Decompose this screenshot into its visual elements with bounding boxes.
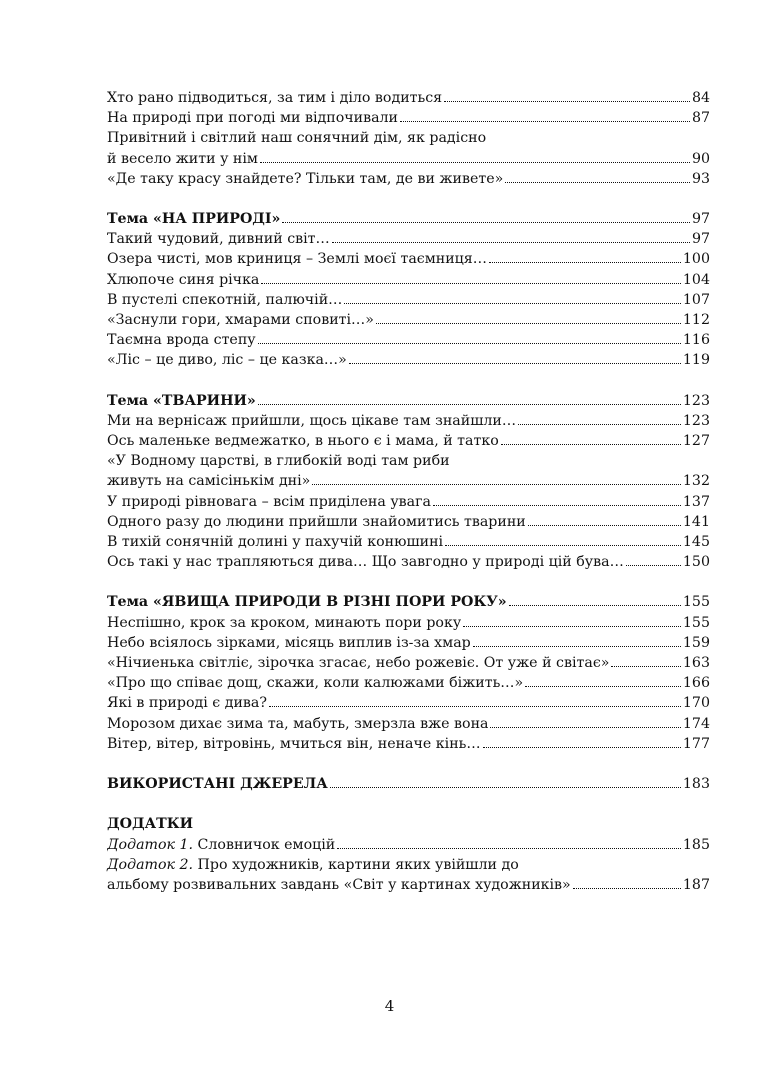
toc-entry[interactable] [107, 149, 710, 169]
toc-entry-page: 100 [682, 251, 710, 268]
leader-dots [332, 242, 690, 243]
toc-entry[interactable] [107, 613, 710, 633]
toc-entry-title: Таємна врода степу [107, 332, 256, 349]
toc-entry[interactable] [107, 512, 710, 532]
toc-entry-title: Які в природі є дива? [107, 695, 267, 712]
leader-dots [525, 686, 681, 687]
toc-entry-title: Небо всіялось зірками, місяць виплив із-за хмар [107, 634, 471, 651]
toc-entry-page: 155 [682, 614, 710, 631]
toc-entry-title: «Заснули гори, хмарами сповиті…» [107, 312, 374, 329]
toc-entry-page: 174 [682, 715, 710, 732]
toc-entry[interactable] [107, 88, 710, 108]
toc-entry-page: 97 [691, 231, 710, 248]
toc-entry-title-line1: Привітний і світлий наш сонячний дім, як радісно [107, 130, 487, 147]
leader-dots [611, 666, 680, 667]
toc-entry-page: 166 [682, 675, 710, 692]
toc-entry-title: «Нічиенька світліє, зірочка згасає, небо рожевіє. От уже й світає» [107, 655, 610, 672]
toc-entry-title: Такий чудовий, дивний світ… [107, 231, 330, 248]
leader-dots [330, 787, 681, 788]
leader-dots [489, 262, 681, 263]
toc-entry-title: Ми на вернісаж прийшли, щось цікаве там знайшли… [107, 412, 517, 429]
toc-section-seasons[interactable] [107, 592, 710, 612]
toc-entry[interactable] [107, 411, 710, 431]
toc-entry-title: Хлюпоче синя річка [107, 271, 260, 288]
section-page: 123 [682, 392, 710, 409]
leader-dots [445, 545, 681, 546]
toc-entry-title-line1: «У Водному царстві, в глибокій воді там риби [107, 453, 450, 470]
toc-entry-page: 170 [682, 695, 710, 712]
toc-entry-page: 87 [691, 110, 710, 127]
appendix-label: Додаток 2. [107, 856, 194, 873]
toc-entry[interactable] [107, 734, 710, 754]
leader-dots [626, 565, 681, 566]
table-of-contents [107, 88, 710, 895]
leader-dots [258, 404, 681, 405]
toc-entry-page: 145 [682, 534, 710, 551]
toc-entry-page: 93 [691, 170, 710, 187]
toc-entry-page: 185 [682, 836, 710, 853]
toc-entry-title: Неспішно, крок за кроком, минають пори року [107, 614, 462, 631]
toc-entry-title [107, 835, 335, 855]
spacer [107, 794, 710, 814]
toc-entry-title-line1 [107, 855, 710, 875]
toc-entry-page: 150 [682, 554, 710, 571]
toc-entry-title: Вітер, вітер, вітровінь, мчиться він, неначе кінь… [107, 735, 481, 752]
toc-entry-page: 90 [691, 150, 710, 167]
toc-entry[interactable] [107, 552, 710, 572]
toc-section-animals[interactable] [107, 391, 710, 411]
toc-entry-page: 84 [691, 90, 710, 106]
toc-entry[interactable] [107, 350, 710, 370]
toc-entry-page: 132 [682, 473, 710, 490]
leader-dots [269, 706, 681, 707]
toc-entry[interactable] [107, 290, 710, 310]
toc-entry-title: Ось маленьке ведмежатко, в нього є і мама, й татко [107, 433, 499, 450]
toc-entry-title: живуть на самісінькім дні» [107, 473, 311, 490]
leader-dots [490, 727, 680, 728]
page-number: 4 [384, 997, 395, 1015]
toc-entry[interactable] [107, 330, 710, 350]
toc-entry[interactable] [107, 532, 710, 552]
toc-entry[interactable] [107, 270, 710, 290]
section-title: ВИКОРИСТАНІ ДЖЕРЕЛА [107, 776, 328, 793]
toc-entry-title: Одного разу до людини прийшли знайомитись тварини [107, 513, 526, 530]
toc-entry[interactable] [107, 169, 710, 189]
section-title: Тема «ТВАРИНИ» [107, 392, 256, 409]
toc-entry[interactable] [107, 471, 710, 491]
leader-dots [444, 101, 690, 102]
toc-entry-appendix-2[interactable] [107, 875, 710, 895]
leader-dots [463, 626, 681, 627]
leader-dots [258, 343, 681, 344]
toc-entry[interactable] [107, 693, 710, 713]
spacer [107, 189, 710, 209]
appendix-label: Додаток 1. [107, 836, 194, 853]
toc-entry-title: Озера чисті, мов криниця – Землі моєї таємниця… [107, 251, 487, 268]
leader-dots [528, 525, 681, 526]
toc-section-sources[interactable] [107, 774, 710, 794]
leader-dots [376, 323, 681, 324]
toc-entry-page: 163 [682, 655, 710, 672]
toc-entry[interactable] [107, 249, 710, 269]
toc-entry-page: 187 [682, 876, 710, 893]
toc-entry-title: «Про що співає дощ, скажи, коли калюжами біжить…» [107, 675, 524, 692]
toc-entry-page: 137 [682, 493, 710, 510]
toc-entry-page: 112 [682, 312, 710, 329]
toc-entry[interactable] [107, 653, 710, 673]
toc-entry[interactable] [107, 431, 710, 451]
leader-dots [344, 303, 681, 304]
section-page: 183 [682, 776, 710, 793]
toc-entry-appendix-1[interactable] [107, 835, 710, 855]
leader-dots [349, 363, 681, 364]
leader-dots [400, 121, 690, 122]
toc-entry-page: 159 [682, 634, 710, 651]
appendix-text: Про художників, картини яких увійшли до [193, 856, 519, 873]
toc-entry-page: 119 [682, 352, 710, 369]
leader-dots [337, 848, 681, 849]
leader-dots [573, 888, 681, 889]
toc-entry[interactable] [107, 229, 710, 249]
toc-entry-page: 177 [682, 735, 710, 752]
leader-dots [433, 505, 681, 506]
toc-entry-page: 141 [682, 513, 710, 530]
toc-entry-title: «Де таку красу знайдете? Тільки там, де ви живете» [107, 170, 504, 187]
toc-entry[interactable] [107, 673, 710, 693]
toc-entry[interactable] [107, 714, 710, 734]
toc-entry-page: 127 [682, 433, 710, 450]
section-page: 97 [691, 211, 710, 228]
toc-entry-title: На природі при погоді ми відпочивали [107, 110, 399, 127]
spacer [107, 754, 710, 774]
leader-dots [260, 162, 690, 163]
toc-entry[interactable] [107, 633, 710, 653]
toc-entry-page: 107 [682, 291, 710, 308]
appendix-text: Словничок емоцій [193, 836, 336, 853]
toc-entry-title: У природі рівновага – всім приділена увага [107, 493, 432, 510]
toc-entry-title: В пустелі спекотній, палючій… [107, 291, 343, 308]
toc-entry[interactable] [107, 492, 710, 512]
leader-dots [483, 747, 681, 748]
leader-dots [261, 283, 681, 284]
section-title: Тема «ЯВИЩА ПРИРОДИ В РІЗНІ ПОРИ РОКУ» [107, 594, 507, 611]
leader-dots [501, 444, 681, 445]
leader-dots [505, 182, 690, 183]
toc-entry-title: й весело жити у нім [107, 150, 258, 167]
toc-entry-page: 123 [682, 412, 710, 429]
toc-entry-page: 116 [682, 332, 710, 349]
toc-entry-title: «Ліс – це диво, ліс – це казка…» [107, 352, 347, 369]
spacer [107, 371, 710, 391]
toc-section-nature[interactable] [107, 209, 710, 229]
toc-entry[interactable] [107, 310, 710, 330]
toc-entry-title: Ось такі у нас трапляються дива… Що завгодно у природі цій бува… [107, 554, 624, 571]
leader-dots [509, 605, 681, 606]
toc-entry[interactable] [107, 108, 710, 128]
toc-entry-title: Хто рано підводиться, за тим і діло водиться [107, 90, 443, 106]
spacer [107, 572, 710, 592]
toc-entry-title: В тихій сонячній долині у пахучій конюшині [107, 534, 444, 551]
toc-entry-page: 104 [682, 271, 710, 288]
leader-dots [473, 646, 681, 647]
toc-entry-title: альбому розвивальних завдань «Світ у картинах художників» [107, 876, 571, 893]
section-title: Тема «НА ПРИРОДІ» [107, 211, 281, 228]
leader-dots [518, 424, 681, 425]
leader-dots [282, 222, 690, 223]
toc-entry-title: Морозом дихає зима та, мабуть, змерзла вже вона [107, 715, 489, 732]
leader-dots [312, 484, 681, 485]
appendix-title: ДОДАТКИ [107, 816, 194, 833]
section-page: 155 [682, 594, 710, 611]
